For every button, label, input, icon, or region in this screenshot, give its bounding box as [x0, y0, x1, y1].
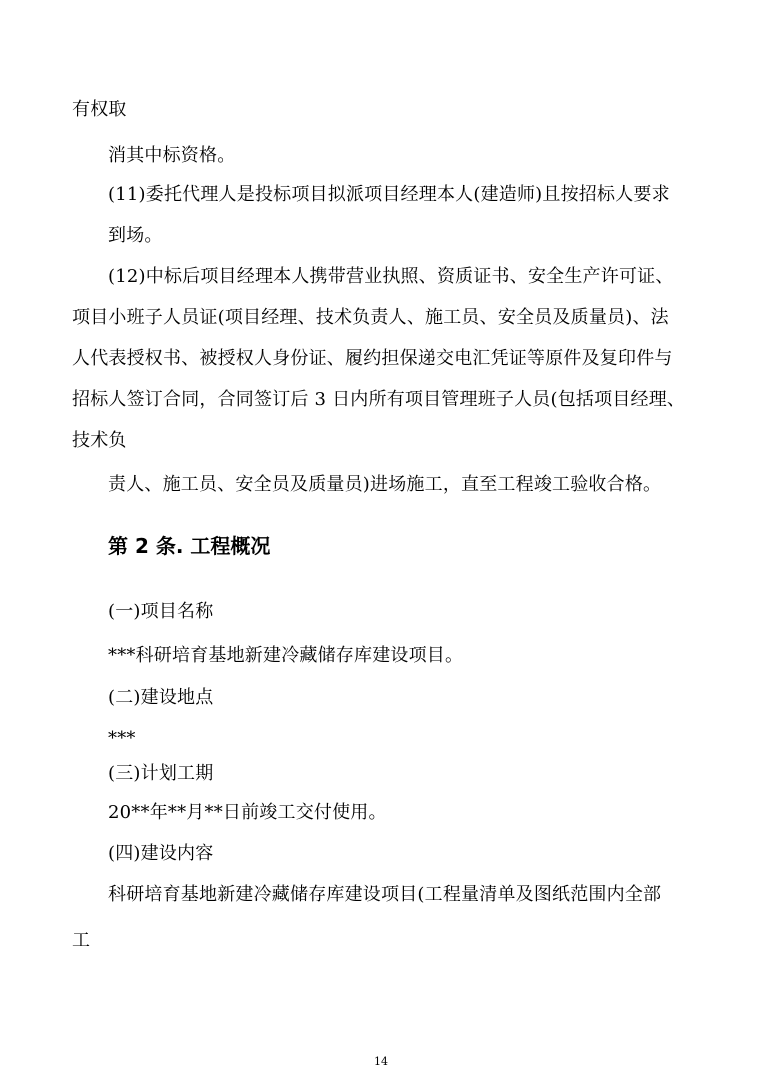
text-line: 有权取: [72, 99, 127, 120]
text-line: 到场。: [108, 225, 163, 246]
text-line: 人代表授权书、被授权人身份证、履约担保递交电汇凭证等原件及复印件与: [72, 348, 673, 369]
text-line: ***科研培育基地新建冷藏储存库建设项目。: [108, 645, 464, 666]
text-line: 科研培育基地新建冷藏储存库建设项目(工程量清单及图纸范围内全部: [108, 884, 662, 905]
text-line: 责人、施工员、安全员及质量员)进场施工，直至工程竣工验收合格。: [108, 474, 662, 495]
page-number: 14: [374, 1055, 388, 1068]
text-line: 工: [72, 930, 91, 951]
text-line: 20**年**月**日前竣工交付使用。: [108, 802, 387, 823]
text-line: 技术负: [72, 430, 127, 451]
text-line: (12)中标后项目经理本人携带营业执照、资质证书、安全生产许可证、: [108, 266, 674, 287]
text-line: (11)委托代理人是投标项目拟派项目经理本人(建造师)且按招标人要求: [108, 184, 670, 205]
text-line: ***: [108, 728, 136, 749]
text-line: 消其中标资格。: [108, 145, 236, 166]
subsection-title: (三)计划工期: [108, 763, 214, 784]
text-line: 招标人签订合同，合同签订后 3 日内所有项目管理班子人员(包括项目经理、: [72, 389, 686, 410]
subsection-title: (四)建设内容: [108, 843, 214, 864]
section-heading: 第 2 条. 工程概况: [108, 534, 271, 558]
subsection-title: (二)建设地点: [108, 687, 214, 708]
text-line: 项目小班子人员证(项目经理、技术负责人、施工员、安全员及质量员)、法: [72, 307, 669, 328]
subsection-title: (一)项目名称: [108, 601, 214, 622]
